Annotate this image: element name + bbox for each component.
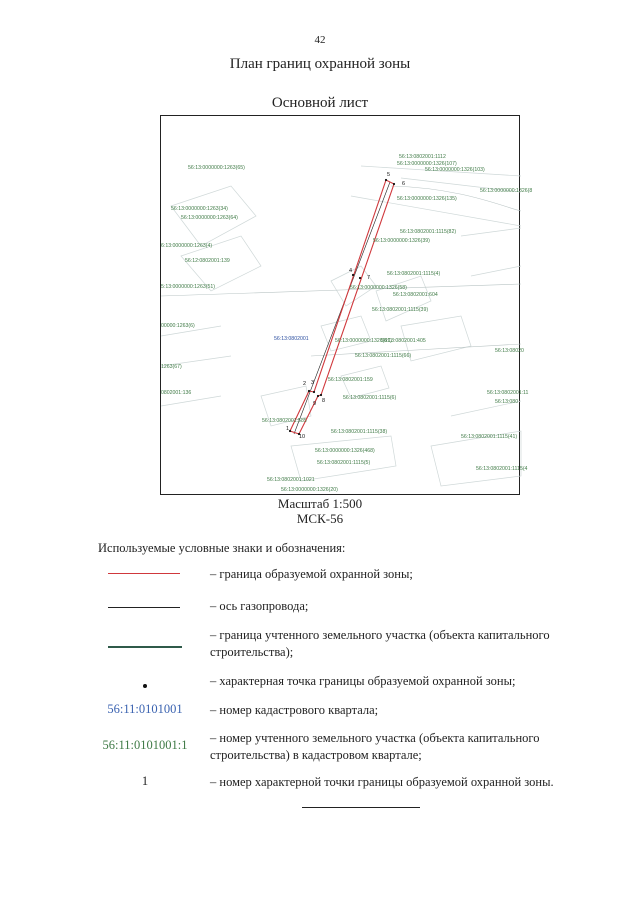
parcel-number-symbol: 56:11:0101001:1 — [102, 738, 188, 752]
parcel-boundary-symbol — [108, 646, 182, 648]
coordinate-system: МСК-56 — [296, 511, 344, 526]
boundary-map — [160, 115, 533, 495]
point-9-marker — [317, 395, 319, 397]
parcel-label: 1263(67) — [161, 364, 182, 370]
parcel-label: 56:13:080 — [495, 399, 519, 405]
point-8-marker — [320, 394, 322, 396]
parcel-label: 0802001:136 — [161, 390, 192, 396]
point-label: 7 — [367, 275, 371, 281]
characteristic-point-symbol — [143, 684, 147, 688]
gas-axis-symbol — [108, 607, 180, 608]
point-7-marker — [359, 277, 361, 279]
parcel-label: 56:13:0802001:1115(6) — [343, 395, 397, 401]
point-6-marker — [393, 183, 395, 185]
parcel-label: 56:13:0802001:1112 — [399, 154, 446, 160]
parcel-label: 56:13:0802001:585 — [262, 418, 307, 424]
point-4-marker — [352, 274, 354, 276]
parcel-label: 5:13:0000000:1263(51) — [161, 284, 215, 290]
parcel-label: 56:13:0802001:1115(82) — [400, 229, 457, 235]
parcel-label: 56:13:0802001:405 — [381, 338, 426, 344]
parcel-label: 56:13:0802001:1115(66) — [355, 353, 412, 359]
parcel-label: 56:13:0000000:1326(20) — [281, 487, 338, 493]
parcel-label: 56:13:0802001:1115(41) — [461, 434, 518, 440]
parcel-label: 56:13:08020 — [495, 348, 524, 354]
parcel-label: 56:13:0802001:604 — [393, 292, 438, 298]
parcel-label: 56:13:0802001:11 — [487, 390, 529, 396]
map-scale — [0, 496, 640, 526]
scale-text: Масштаб 1:500 — [277, 496, 363, 511]
page-number: 42 — [314, 34, 326, 46]
legend-parcel-number-text: – номер учтенного земельного участка (объекта капитального строительства) в кадастровом квартале; — [210, 731, 540, 762]
parcel-label: 56:13:0000000:1326(468) — [315, 448, 375, 454]
legend-quarter-text: – номер кадастрового квартала; — [210, 703, 379, 717]
parcel-label: 56:13:0802001:1115(4) — [387, 271, 441, 277]
parcel-label: 00000:1263(6) — [161, 323, 195, 329]
parcel-label: 56:13:0000000:1326(58) — [350, 285, 407, 291]
point-number-symbol: 1 — [141, 774, 149, 788]
cadastral-quarter-label: 56:13:0802001 — [274, 336, 309, 342]
parcel-label: 56:13:0000000:1326(107) — [397, 161, 457, 167]
parcel-label: 56:13:0802001:1021 — [267, 477, 315, 483]
point-label: 9 — [313, 401, 317, 407]
page-title: План границ охранной зоны — [229, 56, 411, 72]
point-3-marker — [313, 391, 315, 393]
point-1-marker — [289, 430, 291, 432]
parcel-label: 56:13:0000000:1263(64) — [181, 215, 238, 221]
parcel-label: 6:13:0000000:1263(4) — [161, 243, 213, 249]
zone-boundary-symbol — [108, 573, 180, 574]
parcel-label: 56:13:0802001:159 — [328, 377, 373, 383]
point-label: 3 — [311, 380, 315, 386]
parcel-label: 56:13:0000000:1326(39) — [373, 238, 430, 244]
legend-zone-boundary-text: – граница образуемой охранной зоны; — [210, 567, 413, 581]
parcel-label: 56:13:0000000:1326(81) — [335, 338, 392, 344]
parcel-label: 56:13:0000000:1326(103) — [425, 167, 485, 173]
quarter-number-symbol: 56:11:0101001 — [107, 702, 183, 716]
parcel-label: 56:13:0802001:1115(5) — [317, 460, 371, 466]
parcel-label: 56:13:0000000:1263(34) — [171, 206, 228, 212]
legend-parcel-boundary-text: – граница учтенного земельного участка (объекта капитального строительства); — [210, 628, 550, 659]
parcel-label: 56:13:0802001:1115(39) — [372, 307, 429, 313]
legend-gas-axis-text: – ось газопровода; — [210, 599, 309, 613]
parcel-label: 56:13:0000000:1326(8 — [480, 188, 533, 194]
point-label: 10 — [299, 434, 306, 440]
legend-point-text: – характерная точка границы образуемой охранной зоны; — [210, 674, 516, 688]
parcel-label: 56:13:0802001:1115(4 — [476, 466, 528, 472]
parcel-label: 56:13:0802001:1115(38) — [331, 429, 388, 435]
point-5-marker — [385, 179, 387, 181]
point-2-marker — [308, 390, 310, 392]
point-label: 5 — [387, 172, 391, 178]
legend-heading: Используемые условные знаки и обозначения: — [98, 541, 346, 555]
point-label: 8 — [322, 398, 326, 404]
closing-rule — [302, 807, 420, 808]
parcel-label: 56:13:0000000:1326(135) — [397, 196, 457, 202]
page-subtitle: Основной лист — [271, 95, 369, 111]
legend-point-number-text: – номер характерной точки границы образуемой охранной зоны. — [210, 775, 554, 789]
point-label: 6 — [402, 181, 406, 187]
parcel-label: 56:13:0000000:1263(65) — [188, 165, 245, 171]
point-label: 1 — [286, 426, 290, 432]
parcel-label: 56:12:0802001:139 — [185, 258, 230, 264]
point-label: 2 — [303, 381, 307, 387]
point-label: 4 — [349, 268, 353, 274]
